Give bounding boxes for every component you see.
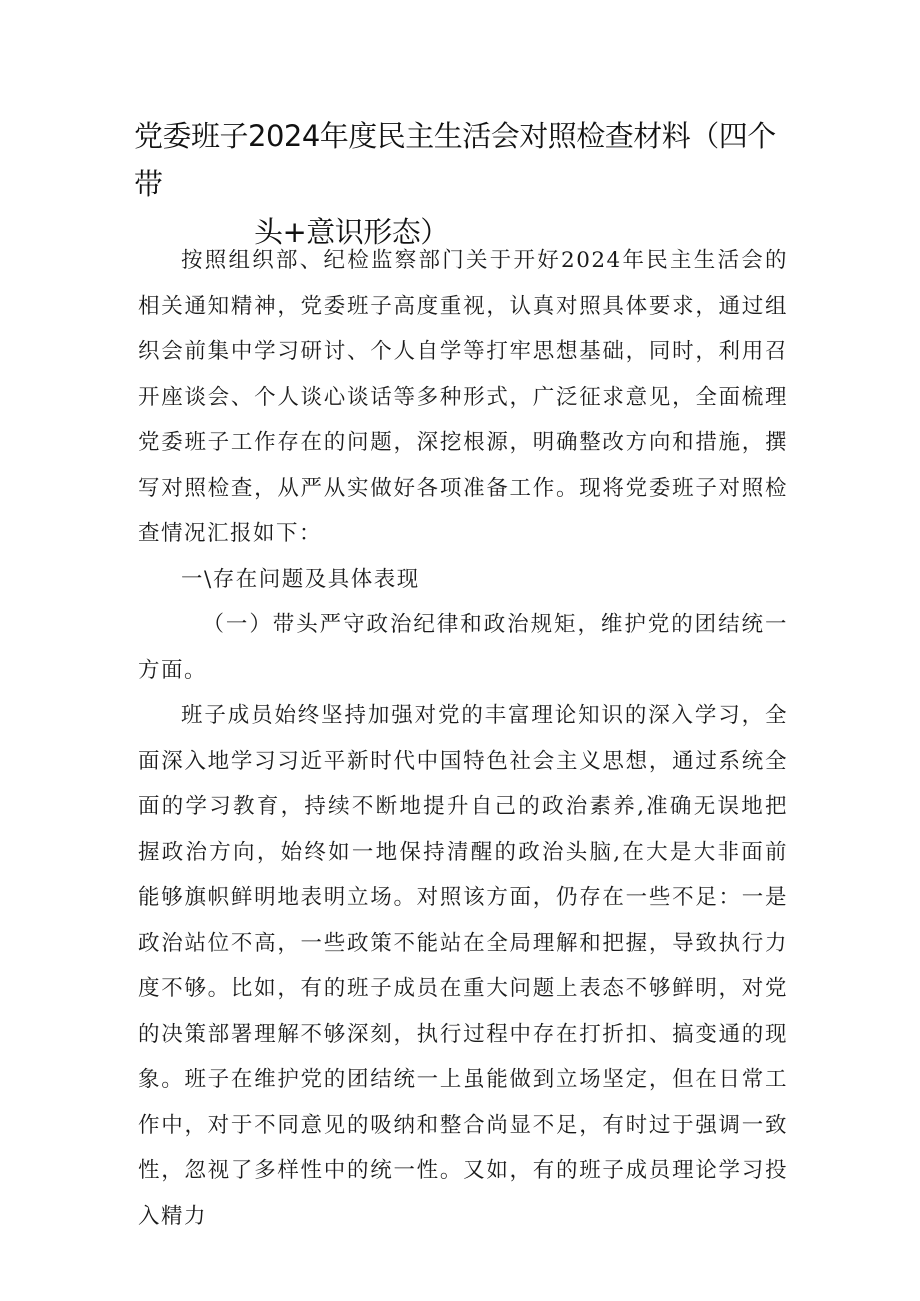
body-paragraph-1: 班子成员始终坚持加强对党的丰富理论知识的深入学习，全面深入地学习习近平新时代中国特色社会主义思想，通过系统全面的学习教育，持续不断地提升自己的政治素养,准确无误地把握政治方向，始终如一地保持清醒的政治头脑,在大是大非面前能够旗帜鲜明地表明立场。对照该方面，仍存在一些不足：一是政治站位不高，一些政策不能站在全局理解和把握，导致执行力度不够。比如，有的班子成员在重大问题上表态不够鲜明，对党的决策部署理解不够深刻，执行过程中存在打折扣、搞变通的现象。班子在维护党的团结统一上虽能做到立场坚定，但在日常工作中，对于不同意见的吸纳和整合尚显不足，有时过于强调一致性，忽视了多样性中的统一性。又如，有的班子成员理论学习投入精力	[138, 703, 788, 1229]
section-heading-1: 一\存在问题及具体表现	[181, 566, 420, 592]
document-body	[138, 238, 788, 1239]
title-line-2: 头+意识形态）	[254, 215, 449, 249]
subsection-heading-1: （一）带头严守政治纪律和政治规矩，维护党的团结统一方面。	[138, 612, 788, 683]
title-line-1: 党委班子2024年度民主生活会对照检查材料（四个带	[134, 119, 776, 201]
intro-paragraph: 按照组织部、纪检监察部门关于开好2024年民主生活会的相关通知精神，党委班子高度重视，认真对照具体要求，通过组织会前集中学习研讨、个人自学等打牢思想基础，同时，利用召开座谈会、个人谈心谈话等多种形式，广泛征求意见，全面梳理党委班子工作存在的问题，深挖根源，明确整改方向和措施，撰写对照检查，从严从实做好各项准备工作。现将党委班子对照检查情况汇报如下：	[138, 248, 788, 546]
document-title	[134, 112, 794, 256]
